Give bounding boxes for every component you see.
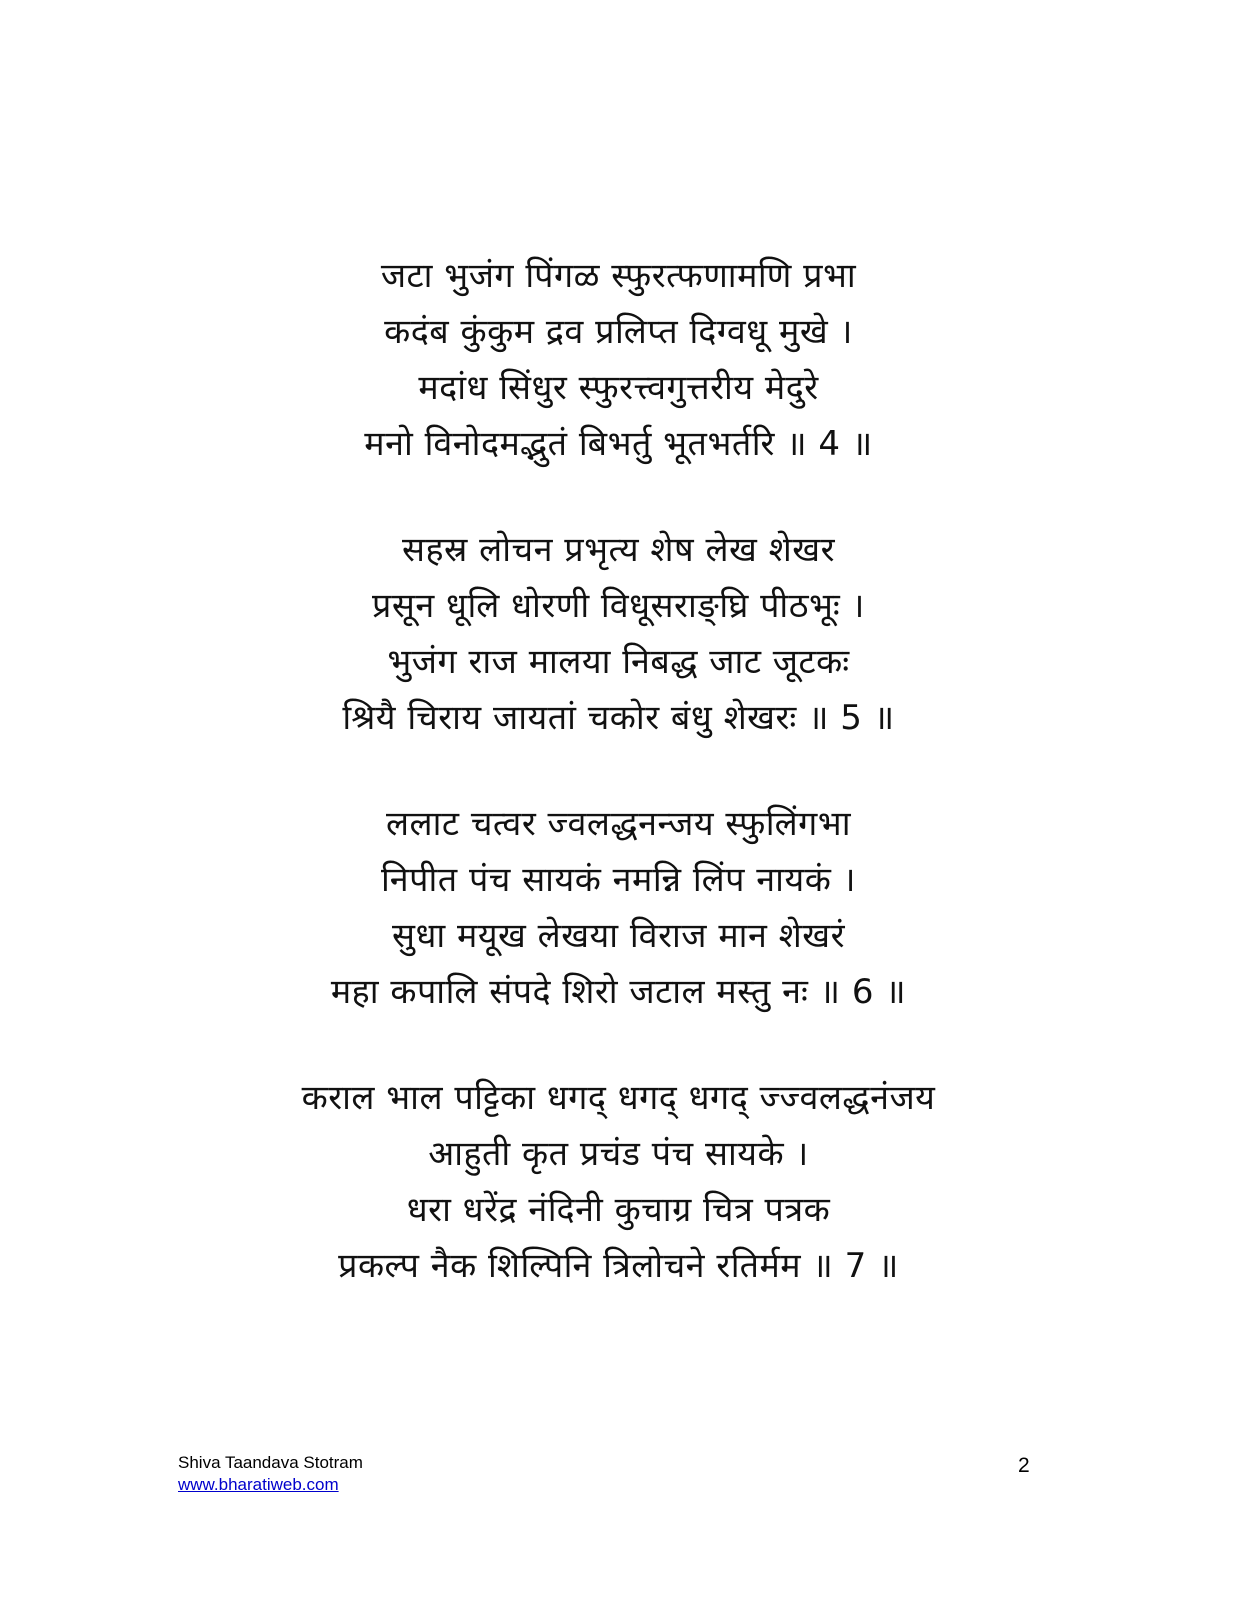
stanza-5 [0,522,1237,746]
footer-website-link[interactable]: www.bharatiweb.com [178,1475,339,1494]
verse-line: सहस्र लोचन प्रभृत्य शेष लेख शेखर [401,530,836,570]
footer [178,1452,363,1496]
stanza-6 [0,796,1237,1020]
verse-line: मनो विनोदमद्भुतं बिभर्तु भूतभर्तरि ॥ 4 ॥ [364,424,873,464]
verse-line: धरा धरेंद्र नंदिनी कुचाग्र चित्र पत्रक [406,1190,831,1230]
verse-line: श्रियै चिराय जायतां चकोर बंधु शेखरः ॥ 5 ॥ [342,698,895,738]
verse-line: निपीत पंच सायकं नमन्नि लिंप नायकं । [381,860,856,900]
verse-line: मदांध सिंधुर स्फुरत्त्वगुत्तरीय मेदुरे [418,368,819,408]
verse-line: कदंब कुंकुम द्रव प्रलिप्त दिग्वधू मुखे । [384,312,853,352]
footer-title: Shiva Taandava Stotram [178,1453,363,1472]
verse-line: प्रकल्प नैक शिल्पिनि त्रिलोचने रतिर्मम ॥ 7 ॥ [338,1246,899,1286]
verse-line: कराल भाल पट्टिका धगद् धगद् धगद् ज्ज्वलद्धनंजय [301,1078,936,1118]
verse-line: जटा भुजंग पिंगळ स्फुरत्फणामणि प्रभा [380,256,857,296]
verse-line: महा कपालि संपदे शिरो जटाल मस्तु नः ॥ 6 ॥ [330,972,907,1012]
stanza-4 [0,248,1237,472]
verse-line: ललाट चत्वर ज्वलद्धनन्जय स्फुलिंगभा [385,804,852,844]
verse-line: प्रसून धूलि धोरणी विधूसराङ्घ्रि पीठभूः । [372,586,865,626]
verse-line: भुजंग राज मालया निबद्ध जाट जूटकः [387,642,850,682]
verse-line: सुधा मयूख लेखया विराज मान शेखरं [392,916,845,956]
page-number: 2 [1018,1454,1030,1477]
verse-line: आहुती कृत प्रचंड पंच सायके । [428,1134,809,1174]
stanza-7 [0,1070,1237,1294]
verses-container [0,248,1237,1344]
